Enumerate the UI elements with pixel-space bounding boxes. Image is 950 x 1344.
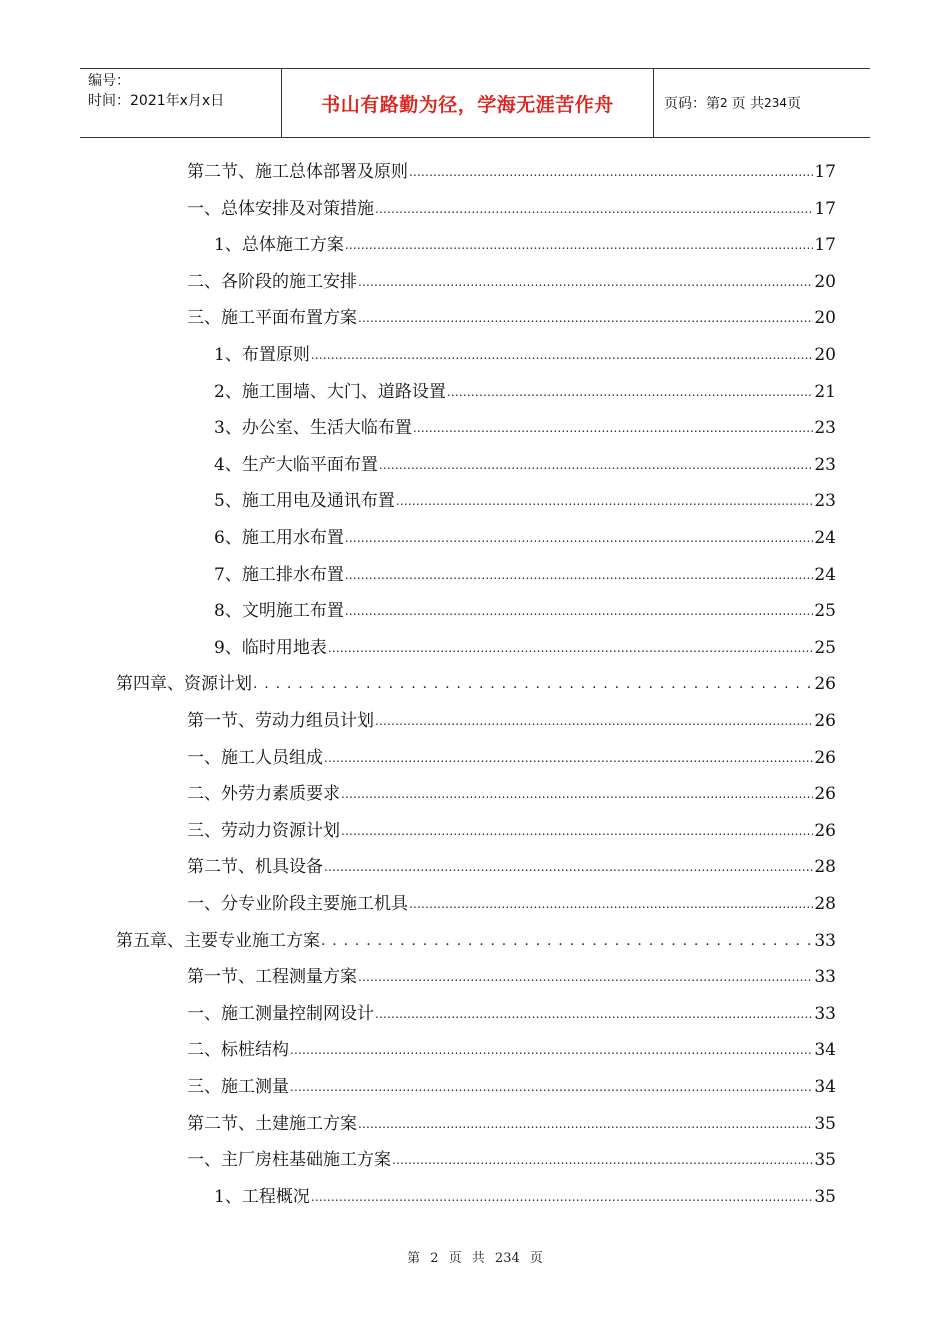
toc-entry[interactable]: [187, 959, 836, 995]
toc-entry[interactable]: [187, 300, 836, 336]
toc-entry-title: 1、布置原则: [214, 345, 310, 365]
toc-entry-title: 6、施工用水布置: [214, 528, 344, 548]
header-page-info: [654, 69, 870, 137]
toc-entry-page: 26: [814, 711, 836, 731]
toc-dot-leader: [324, 739, 813, 776]
toc-entry[interactable]: [187, 191, 836, 227]
toc-dot-leader: [396, 482, 814, 519]
toc-entry[interactable]: [214, 630, 836, 666]
toc-dot-leader: [290, 1068, 813, 1105]
toc-entry[interactable]: [214, 593, 836, 629]
document-date: 时间：2021年x月x日: [88, 93, 225, 109]
toc-dot-leader: [392, 1141, 813, 1178]
toc-entry-page: 26: [814, 674, 836, 695]
toc-entry-title: 一、施工测量控制网设计: [187, 1003, 374, 1024]
toc-entry[interactable]: [116, 666, 836, 702]
toc-entry[interactable]: [214, 520, 836, 556]
toc-entry-title: 一、施工人员组成: [187, 747, 323, 768]
page-mid: 页 共: [731, 96, 765, 112]
toc-dot-leader: [375, 190, 813, 227]
toc-entry[interactable]: [214, 374, 836, 410]
toc-dot-leader: [341, 775, 813, 812]
toc-entry-title: 一、分专业阶段主要施工机具: [187, 894, 408, 914]
toc-dot-leader: [375, 702, 813, 739]
toc-entry-page: 17: [814, 162, 836, 182]
toc-entry-page: 23: [814, 454, 836, 475]
toc-entry[interactable]: [187, 1032, 836, 1068]
toc-dot-leader: [345, 592, 814, 629]
toc-entry[interactable]: [187, 996, 836, 1032]
toc-dot-leader: [358, 958, 813, 995]
toc-entry[interactable]: [187, 264, 836, 300]
toc-entry-title: 2、施工围墙、大门、道路设置: [214, 381, 446, 402]
toc-dot-leader: [345, 556, 814, 593]
toc-entry-page: 25: [814, 601, 836, 622]
toc-entry-page: 35: [814, 1150, 836, 1171]
toc-dot-leader: [345, 226, 814, 263]
toc-entry-page: 17: [814, 235, 836, 256]
toc-dot-leader: [311, 1178, 814, 1215]
toc-entry-title: 三、劳动力资源计划: [187, 820, 340, 841]
toc-entry-page: 24: [814, 528, 836, 548]
toc-dot-leader: [253, 665, 813, 702]
toc-entry-title: 8、文明施工布置: [214, 601, 344, 622]
toc-dot-leader: [328, 629, 814, 666]
page-total: 234: [764, 96, 787, 110]
toc-dot-leader: [409, 153, 813, 190]
toc-entry-title: 二、标桩结构: [187, 1040, 289, 1061]
toc-entry-title: 三、施工平面布置方案: [187, 308, 357, 329]
toc-entry[interactable]: [187, 1069, 836, 1105]
toc-entry-title: 7、施工排水布置: [214, 564, 344, 585]
header-meta: [80, 69, 282, 137]
toc-entry-page: 35: [814, 1186, 836, 1207]
toc-entry-title: 4、生产大临平面布置: [214, 454, 378, 475]
toc-entry-title: 第四章、资源计划: [116, 674, 252, 695]
toc-entry-title: 3、办公室、生活大临布置: [214, 418, 412, 439]
toc-dot-leader: [413, 409, 814, 446]
toc-entry[interactable]: [187, 776, 836, 812]
toc-entry-title: 二、外劳力素质要求: [187, 784, 340, 805]
toc-entry-page: 24: [814, 564, 836, 585]
toc-entry-page: 26: [814, 820, 836, 841]
toc-entry[interactable]: [214, 447, 836, 483]
toc-entry-title: 第二节、机具设备: [187, 857, 323, 878]
toc-entry-title: 第五章、主要专业施工方案: [116, 930, 320, 951]
toc-entry-page: 20: [814, 271, 836, 292]
toc-entry-page: 17: [814, 198, 836, 219]
toc-entry[interactable]: [187, 703, 836, 739]
toc-entry[interactable]: [214, 557, 836, 593]
toc-dot-leader: [321, 922, 813, 959]
toc-entry-page: 20: [814, 308, 836, 329]
toc-entry-page: 23: [814, 491, 836, 512]
toc-entry[interactable]: [214, 227, 836, 263]
toc-entry-page: 21: [814, 381, 836, 402]
toc-entry-title: 一、总体安排及对策措施: [187, 198, 374, 219]
header-motto: 书山有路勤为径，学海无涯苦作舟: [321, 93, 614, 116]
toc-entry-title: 5、施工用电及通讯布置: [214, 491, 395, 512]
toc-entry-title: 三、施工测量: [187, 1077, 289, 1097]
toc-entry-page: 33: [814, 930, 836, 951]
toc-entry-title: 1、工程概况: [214, 1186, 310, 1207]
toc-entry[interactable]: [187, 849, 836, 885]
toc-entry-page: 28: [814, 894, 836, 914]
page-suffix: 页: [787, 96, 801, 112]
page-footer: 第 2 页 共 234 页: [407, 1251, 543, 1266]
toc-dot-leader: [379, 446, 814, 483]
document-number-label: 编号：: [88, 73, 130, 89]
page-prefix: 页码：第: [664, 96, 720, 112]
header-motto-cell: [282, 69, 654, 137]
toc-entry-page: 26: [814, 747, 836, 768]
toc-dot-leader: [345, 519, 814, 556]
toc-dot-leader: [324, 848, 813, 885]
page-current: 2: [720, 96, 728, 110]
toc-entry[interactable]: [187, 813, 836, 849]
toc-entry-title: 第一节、工程测量方案: [187, 967, 357, 988]
toc-entry[interactable]: [187, 1142, 836, 1178]
toc-entry-title: 一、主厂房柱基础施工方案: [187, 1150, 391, 1171]
toc-entry[interactable]: [214, 483, 836, 519]
toc-entry[interactable]: [187, 886, 836, 922]
toc-entry-page: 33: [814, 967, 836, 988]
page-header: [80, 68, 870, 138]
toc-dot-leader: [341, 812, 813, 849]
toc-entry-page: 28: [814, 857, 836, 878]
toc-dot-leader: [375, 995, 813, 1032]
toc-entry-title: 第一节、劳动力组员计划: [187, 711, 374, 731]
toc-dot-leader: [358, 1105, 813, 1142]
toc-entry-page: 35: [814, 1113, 836, 1134]
toc-entry-title: 1、总体施工方案: [214, 235, 344, 256]
toc-entry[interactable]: [214, 410, 836, 446]
toc-entry-page: 34: [814, 1077, 836, 1097]
toc-entry-page: 33: [814, 1003, 836, 1024]
toc-dot-leader: [447, 373, 814, 410]
toc-entry-page: 26: [814, 784, 836, 805]
toc-entry-title: 9、临时用地表: [214, 637, 327, 658]
toc-dot-leader: [358, 263, 813, 300]
toc-dot-leader: [358, 299, 813, 336]
toc-entry[interactable]: [214, 1179, 836, 1215]
toc-entry[interactable]: [116, 923, 836, 959]
toc-entry[interactable]: [187, 740, 836, 776]
toc-entry-page: 25: [814, 637, 836, 658]
toc-entry-title: 第二节、施工总体部署及原则: [187, 162, 408, 182]
toc-entry-title: 第二节、土建施工方案: [187, 1113, 357, 1134]
toc-dot-leader: [409, 885, 813, 922]
toc-entry[interactable]: [187, 154, 836, 190]
toc-dot-leader: [290, 1031, 813, 1068]
toc-dot-leader: [311, 336, 814, 373]
toc-entry-page: 23: [814, 418, 836, 439]
toc-entry[interactable]: [214, 337, 836, 373]
toc-entry-page: 34: [814, 1040, 836, 1061]
toc-entry-title: 二、各阶段的施工安排: [187, 271, 357, 292]
toc-entry[interactable]: [187, 1106, 836, 1142]
toc-entry-page: 20: [814, 345, 836, 365]
